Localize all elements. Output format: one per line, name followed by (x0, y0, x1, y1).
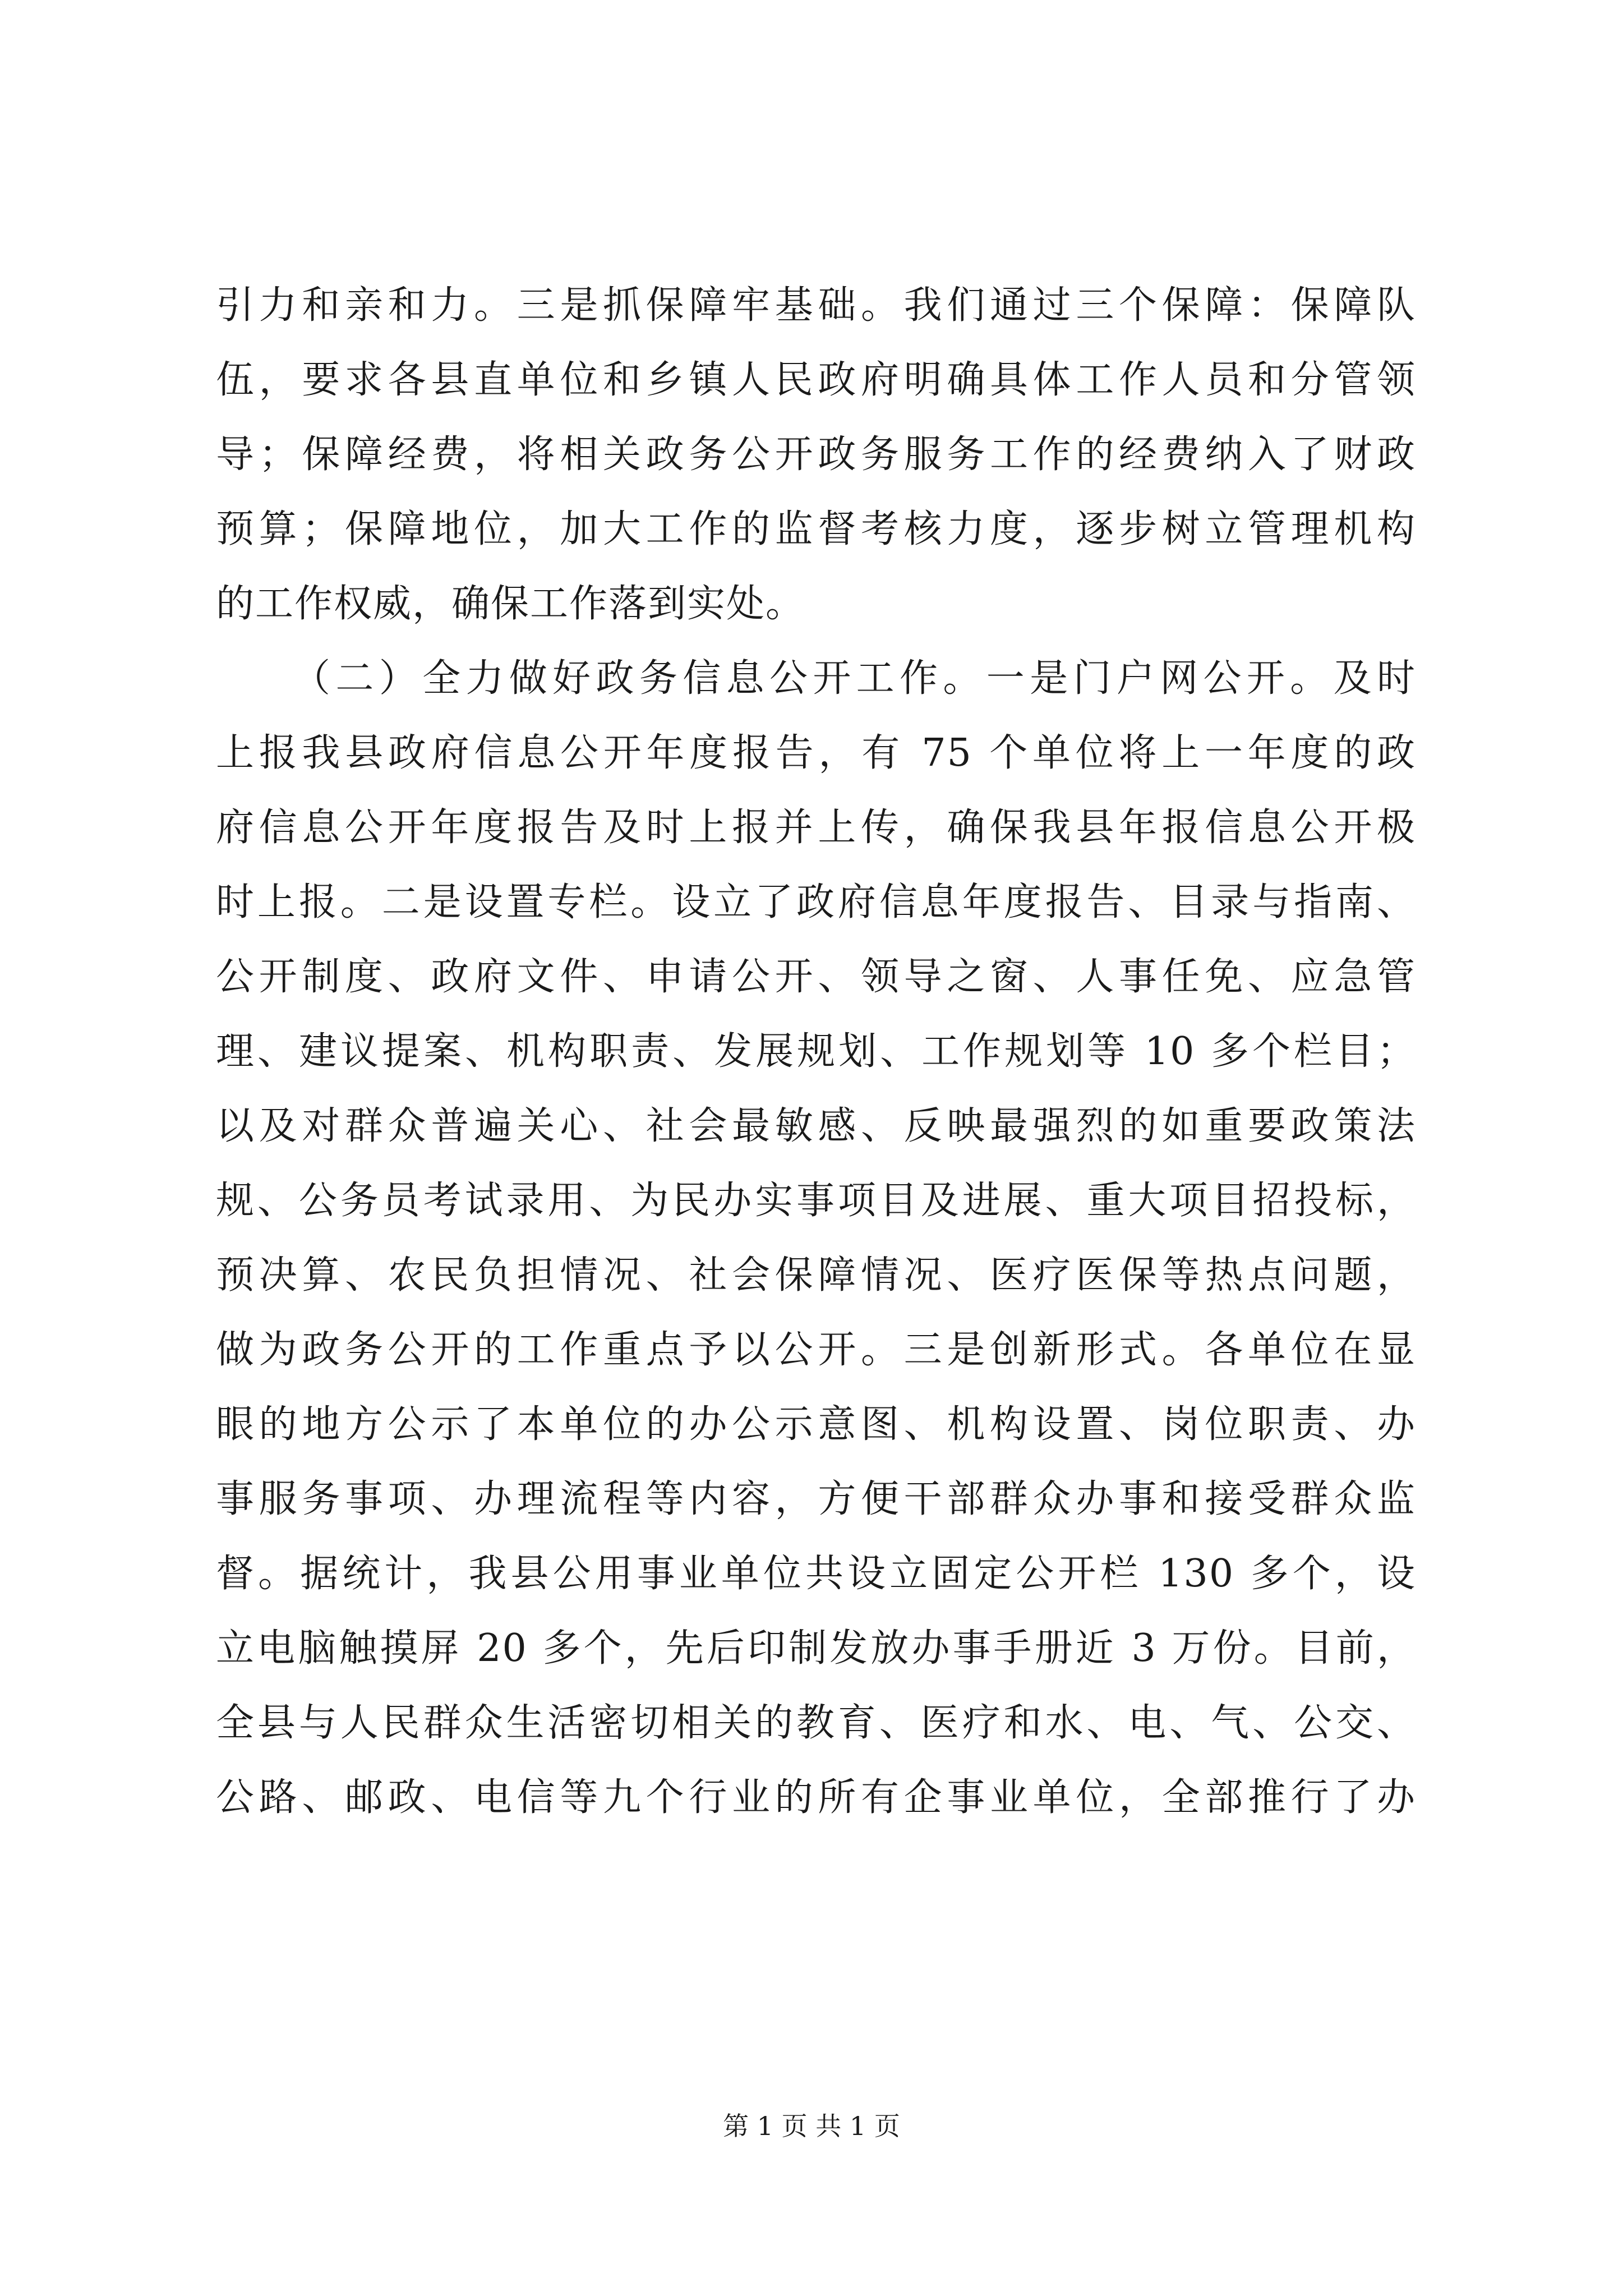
page-footer: 第 1 页 共 1 页 (723, 2111, 900, 2141)
text-line: 导；保障经费，将相关政务公开政务服务工作的经费纳入了财政 (216, 432, 1416, 477)
text-line: 伍，要求各县直单位和乡镇人民政府明确具体工作人员和分管领 (216, 358, 1416, 402)
text-line: 预决算、农民负担情况、社会保障情况、医疗医保等热点问题， (216, 1253, 1416, 1297)
text-line: 上报我县政府信息公开年度报告，有 75 个单位将上一年度的政 (216, 731, 1416, 775)
text-line: 的工作权威，确保工作落到实处。 (216, 582, 805, 626)
text-line: 引力和亲和力。三是抓保障牢基础。我们通过三个保障：保障队 (216, 283, 1416, 328)
text-line: 事服务事项、办理流程等内容，方便干部群众办事和接受群众监 (216, 1477, 1416, 1521)
text-line: 督。据统计，我县公用事业单位共设立固定公开栏 130 多个，设 (216, 1552, 1416, 1596)
text-line: 眼的地方公示了本单位的办公示意图、机构设置、岗位职责、办 (216, 1402, 1416, 1447)
text-line: 全县与人民群众生活密切相关的教育、医疗和水、电、气、公交、 (216, 1701, 1416, 1745)
text-line: 立电脑触摸屏 20 多个，先后印制发放办事手册近 3 万份。目前， (216, 1626, 1416, 1671)
text-line: 府信息公开年度报告及时上报并上传，确保我县年报信息公开极 (216, 806, 1416, 850)
text-line: 公路、邮政、电信等九个行业的所有企事业单位，全部推行了办 (216, 1775, 1416, 1820)
document-body (216, 268, 1416, 1835)
text-line: 预算；保障地位，加大工作的监督考核力度，逐步树立管理机构 (216, 507, 1416, 551)
text-line: 理、建议提案、机构职责、发展规划、工作规划等 10 多个栏目； (216, 1029, 1416, 1074)
text-line: 时上报。二是设置专栏。设立了政府信息年度报告、目录与指南、 (216, 880, 1416, 924)
section-heading-line: （二）全力做好政务信息公开工作。一是门户网公开。及时 (292, 656, 1416, 701)
text-line: 做为政务公开的工作重点予以公开。三是创新形式。各单位在显 (216, 1328, 1416, 1372)
text-line: 以及对群众普遍关心、社会最敏感、反映最强烈的如重要政策法 (216, 1104, 1416, 1148)
text-line: 公开制度、政府文件、申请公开、领导之窗、人事任免、应急管 (216, 955, 1416, 999)
text-line: 规、公务员考试录用、为民办实事项目及进展、重大项目招投标， (216, 1179, 1416, 1223)
